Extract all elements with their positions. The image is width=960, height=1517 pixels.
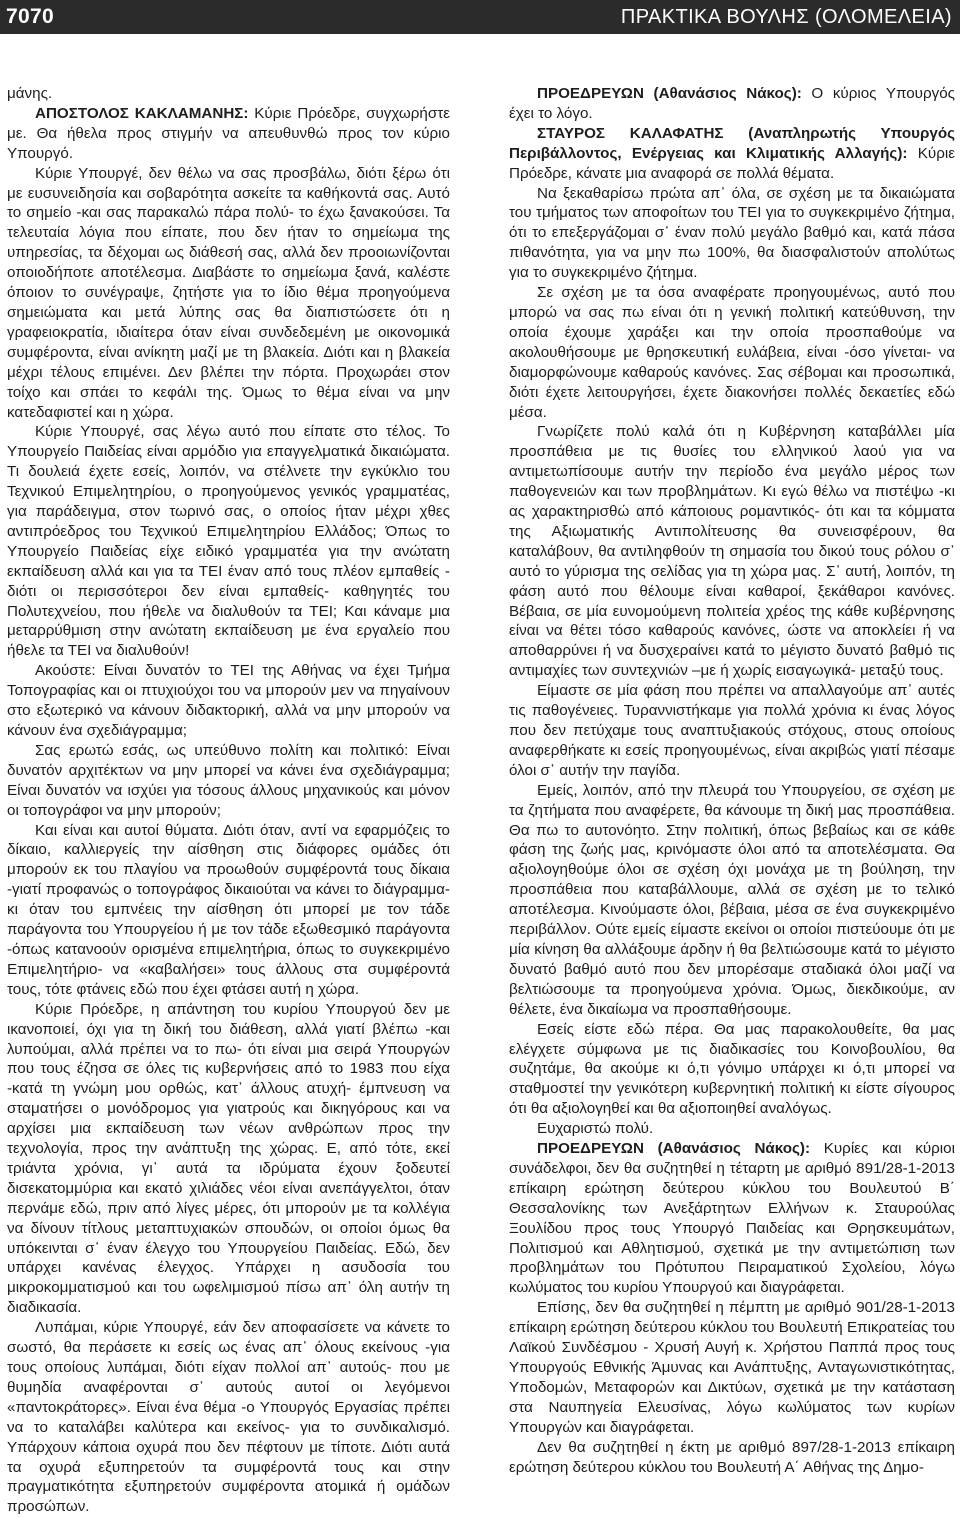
paragraph: Γνωρίζετε πολύ καλά ότι η Κυβέρνηση καταβάλλει μία προσπάθεια με τις θυσίες του ελληνικού λαού για να αντιμετωπίσουμε αυτήν την περίοδο ένα μεγάλο μέρος των παθογενειών και των προβλημάτων. Κι εγώ θέλω να πιστέψω -κι ας χαρακτηρισθώ από κάποιους ρομαντικός- ότι και τα κόμματα της Αξιωματικής Αντιπολίτευσης θα συνεισφέρουν, θα καταλάβουν, θα αντιληφθούν τη σημασία του δικού τους ρόλου σ᾽ αυτό το γύρισμα της σελίδας για τη χώρα μας. Σ᾽ αυτή, λοιπόν, τη φάση αυτό που θέλουμε είναι καθαροί, ξεκάθαροι κανόνες. Βέβαια, σε μία ευνομούμενη πολιτεία χρέος της κάθε κυβέρνησης είναι να θέτει τόσο καθαρούς κανόνες, ώστε να αποκλείει ή να αποθαρρύνει ή να δυσχεραίνει κατά το μέγιστο δυνατό βαθμό τις αντιμαχίες των συντεχνιών –με ή χωρίς εισαγωγικά- μεταξύ τους. [509, 423, 955, 680]
paragraph [7, 104, 450, 164]
right-column [509, 84, 955, 1477]
paragraph: μάνης. [7, 85, 53, 102]
speaker-name: ΠΡΟΕΔΡΕΥΩΝ (Αθανάσιος Νάκος): [537, 1140, 811, 1158]
speech-text: Κύριε Πρόεδρε, συγχωρήστε με. Θα ήθελα προς στιγμήν να απευθυνθώ προς τον κύριο Υπουργό. [7, 104, 450, 162]
running-title: ΠΡΑΚΤΙΚΑ ΒΟΥΛΗΣ (ΟΛΟΜΕΛΕΙΑ) [620, 5, 952, 28]
speaker-name: ΑΠΟΣΤΟΛΟΣ ΚΑΚΛΑΜΑΝΗΣ: [35, 104, 249, 122]
paragraph [509, 124, 955, 184]
paragraph: Σας ερωτώ εσάς, ως υπεύθυνο πολίτη και πολιτικό: Είναι δυνατόν αρχιτέκτων να μην μπορεί να κάνει ένα σχεδιάγραμμα; Είναι δυνατόν να ισχύει για τόσους άλλους μηχανικούς και μόνον οι τοπογράφοι να μην μπορούν; [7, 741, 450, 819]
paragraph: Ευχαριστώ πολύ. [537, 1120, 654, 1138]
paragraph: Σε σχέση με τα όσα αναφέρατε προηγουμένως, αυτό που μπορώ να σας πω είναι ότι η γενική πολιτική κατεύθυνση, την οποία έχουμε χαράξει και την οποία προσπαθούμε να ακολουθήσουμε με θρησκευτική ευλάβεια, είναι -όσο γίνεται- να διαμορφώνουμε καθαρούς κανόνες. Σας σέβομαι και προσωπικά, διότι έχετε λειτουργήσει, έχετε διακονήσει πολλές δεκαετίες εδώ μέσα. [509, 284, 955, 421]
paragraph [509, 84, 955, 124]
paragraph: Κύριε Πρόεδρε, η απάντηση του κυρίου Υπουργού δεν με ικανοποιεί, όχι για τη δική του διάθεση, αλλά γιατί βλέπω -και λυπούμαι, αλλά πρέπει να το πω- ότι είναι μια σειρά Υπουργών που τους έζησα σε όλες τις κυβερνήσεις από το 1983 που είχα -κατά τη γνώμη μου ορθώς, κατ᾽ άλλους ατυχή- έμπνευση να σταματήσει ο μονόδρομος για γιατρούς και δικηγόρους και να αρχίσει μια εκπαίδευση των νέων ανθρώπων προς την τεχνολογία, προς την ανάπτυξη της χώρας. Ε, από τότε, εκεί τριάντα χρόνια, γι᾽ αυτά τα ιδρύματα έχουν ξοδευτεί δισεκατομμύρια και εκατό χιλιάδες νέοι είναι ανεπάγγελτοι, όταν περνάμε εδώ, πριν από λίγες μέρες, ότι μπορούν με τα κολλέγια να δίνουν τίτλους μεταπτυχιακών σπουδών, οι οποίοι όμως θα υπόκεινται σ᾽ έναν έλεγχο του Υπουργείου Παιδείας. Εδώ, δεν υπάρχει κανένας έλεγχος. Υπάρχει η ασυδοσία του μικροκομματισμού και του ωφελιμισμού πίσω απ᾽ όλη αυτήν τη διαδικασία. [7, 1000, 450, 1317]
paragraph [509, 1139, 955, 1298]
paragraph: Εμείς, λοιπόν, από την πλευρά του Υπουργείου, σε σχέση με τα ζητήματα που αναφέρετε, θα κάνουμε τη δική μας προσπάθεια. Θα πω το αυτονόητο. Στην πολιτική, όπως βεβαίως και σε κάθε φάση της ζωής μας, κρινόμαστε όλοι από τα αποτελέσματα. Θα αξιολογηθούμε όλοι σε σχέση όχι μονάχα με τη βούληση, την προσπάθεια που καταβάλλουμε, αλλά σε σχέση με το τελικό αποτέλεσμα. Κινούμαστε όλοι, βέβαια, μέσα σε ένα συγκεκριμένο περιβάλλον. Ούτε εμείς είμαστε εκείνοι οι οποίοι πιστεύουμε ότι με μία κίνηση θα αλλάξουμε άρδην ή θα βελτιώσουμε κατά το μέγιστο δυνατό βαθμό αυτό που δεν μπορέσαμε σταδιακά όλοι μαζί να βελτιώσουμε τα προηγούμενα χρόνια. Όμως, διεκδικούμε, αν θέλετε, ένα δικαίωμα να προσπαθήσουμε. [509, 781, 955, 1018]
paragraph: Ακούστε: Είναι δυνατόν το ΤΕΙ της Αθήνας να έχει Τμήμα Τοπογραφίας και οι πτυχιούχοι του να μπορούν μεν να πηγαίνουν στο εξωτερικό να κάνουν διδακτορική, αλλά να μην μπορούν να κάνουν ένα σχεδιάγραμμα; [7, 662, 450, 739]
paragraph: Κύριε Υπουργέ, δεν θέλω να σας προσβάλω, διότι ξέρω ότι με ευσυνειδησία και σοβαρότητα ασκείτε τα καθήκοντά σας. Αυτό το σημείο -και σας παρακαλώ πάρα πολύ- το έχω ξανακούσει. Τα τελευταία λόγια που είπατε, που δεν ήταν το σημείωμα της υπηρεσίας, τα δέχομαι ως διάθεσή σας, αλλά δεν προοιωνίζονται οποιοδήποτε αποτέλεσμα. Διαβάστε το σημείωμα ξανά, καλέστε όποιον το συνέγραψε, ζητήστε για το ίδιο θέμα προηγούμενα σημειώματα και μετά λύπης σας θα διαπιστώσετε ότι η γραφειοκρατία, ιδιαίτερα όταν είναι συνδεδεμένη με οικονομικά συμφέροντα, είναι ανίκητη μαζί με τη βλακεία. Διότι και η βλακεία μέχρι τέλους επιμένει. Δεν βλέπει την πόρτα. Προχωράει στον τοίχο και σπάει το κεφάλι της. Όμως το θέμα είναι να μην κατεδαφιστεί και η χώρα. [7, 164, 450, 421]
speaker-name: ΣΤΑΥΡΟΣ ΚΑΛΑΦΑΤΗΣ (Αναπληρωτής Υπουργός Περιβάλλοντος, Ενέργειας και Κλιματικής Αλλαγής): [509, 124, 955, 162]
page-number: 7070 [6, 5, 54, 28]
paragraph: Επίσης, δεν θα συζητηθεί η πέμπτη με αριθμό 901/28-1-2013 επίκαιρη ερώτηση δεύτερου κύκλου του Βουλευτή Επικρατείας του Λαϊκού Συνδέσμου - Χρυσή Αυγή κ. Χρήστου Παππά προς τους Υπουργούς Εθνικής Άμυνας και Ανάπτυξης, Ανταγωνιστικότητας, Υποδομών, Μεταφορών και Δικτύων, σχετικά με την κατάσταση στα Ναυπηγεία Ελευσίνας, λόγω κωλύματος των κυρίων Υπουργών και διαγράφεται. [509, 1299, 955, 1436]
running-header [0, 0, 960, 34]
paragraph: Δεν θα συζητηθεί η έκτη με αριθμό 897/28-1-2013 επίκαιρη ερώτηση δεύτερου κύκλου του Βουλευτή Α΄ Αθήνας της Δημο- [509, 1438, 955, 1476]
paragraph: Να ξεκαθαρίσω πρώτα απ᾽ όλα, σε σχέση με τα δικαιώματα του τμήματος των αποφοίτων του ΤΕΙ για το συγκεκριμένο ζήτημα, ότι το επεξεργάζομαι σ᾽ έναν πολύ μεγάλο βαθμό και, κατά πάσα πιθανότητα, για να μην πω 100%, θα διασφαλιστούν απολύτως για το συγκεκριμένο ζήτημα. [509, 184, 955, 282]
speech-text: Κύριε Πρόεδρε, κάνατε μια αναφορά σε πολλά θέματα. [509, 144, 955, 182]
speech-text: Κυρίες και κύριοι συνάδελφοι, δεν θα συζητηθεί η τέταρτη με αριθμό 891/28-1-2013 επίκαιρη ερώτηση δεύτερου κύκλου του Βουλευτού Β΄ Θεσσαλονίκης των Ανεξάρτητων Ελλήνων κ. Σταυρούλας Ξουλίδου προς τους Υπουργό Παιδείας και Θρησκευμάτων, Πολιτισμού και Αθλητισμού, σχετικά με την αντιμετώπιση των προβλημάτων του Πρότυπου Πειραματικού Σχολείου, λόγω κωλύματος του κυρίου Υπουργού και διαγράφεται. [509, 1140, 955, 1297]
speech-text: Ο κύριος Υπουργός έχει το λόγο. [509, 85, 955, 122]
paragraph: Είμαστε σε μία φάση που πρέπει να απαλλαγούμε απ᾽ αυτές τις παθογένειες. Τυραννιστήκαμε για πολλά χρόνια κι ένας λόγος που δεν πετύχαμε τους αναπτυξιακούς στόχους, στους οποίους αναφερθήκατε κι εσείς προηγουμένως, είναι ακριβώς γιατί πέσαμε όλοι σ᾽ αυτήν την παγίδα. [509, 682, 955, 779]
speaker-name: ΠΡΟΕΔΡΕΥΩΝ (Αθανάσιος Νάκος): [537, 85, 802, 102]
paragraph: Εσείς είστε εδώ πέρα. Θα μας παρακολουθείτε, θα μας ελέγχετε σύμφωνα με τις διαδικασίες του Κοινοβουλίου, θα συζητάμε, θα ακούμε κι ό,τι γόνιμο υπάρχει κι ό,τι μπορεί να σταθμοστεί την γενικότερη κυβερνητική πολιτική κι είστε σίγουρος ότι θα αξιολογηθεί και θα αξιοποιηθεί αναλόγως. [509, 1020, 955, 1118]
left-column [7, 84, 450, 1517]
paragraph: Λυπάμαι, κύριε Υπουργέ, εάν δεν αποφασίσετε να κάνετε το σωστό, θα περάσετε κι εσείς ως ένας απ᾽ όλους εκείνους -για τους οποίους λυπάμαι, διότι είχαν πολλοί απ᾽ αυτούς- που με θυμηδία αναφέρονται σ᾽ αυτούς αυτοί οι λεγόμενοι «παντοκράτορες». Είναι ένα θέμα -ο Υπουργός Εργασίας πρέπει να το καταλάβει καλύτερα και εκείνος- για το συνδικαλισμό. Υπάρχουν κάποια οχυρά που δεν πέφτουν με τίποτε. Διότι αυτά τα οχυρά εξυπηρετούν τα συμφέροντά τους και στην πραγματικότητα εξυπηρετούν συμφέροντα ατομικά ή ομάδων προσώπων. [7, 1319, 450, 1516]
paragraph: Κύριε Υπουργέ, σας λέγω αυτό που είπατε στο τέλος. Το Υπουργείο Παιδείας είναι αρμόδιο για επαγγελματικά δικαιώματα. Τι δουλειά έχετε εσείς, λοιπόν, να στέλνετε την εγκύκλιο του Τεχνικού Επιμελητηρίου, ο προηγούμενος γενικός γραμματέας, για παράδειγμα, στον τωρινό σας, ο οποίος ήταν μέχρι χθες αντιπρόεδρος του Τεχνικού Επιμελητηρίου Ελλάδος; Όπως το Υπουργείο Παιδείας είχε ειδικό γραμματέα για την ανώτατη εκπαίδευση αλλά και για τα ΤΕΙ έναν από τους πλέον εμπαθείς - διότι οι περισσότεροι δεν είναι εμπαθείς- καθηγητές του Πολυτεχνείου, που ήθελε να διαλυθούν τα ΤΕΙ; Και κάναμε μια μεταρρύθμιση στην ανώτατη εκπαίδευση με ένα εργαλείο που ήθελε τα ΤΕΙ να διαλυθούν! [7, 423, 450, 660]
paragraph: Και είναι και αυτοί θύματα. Διότι όταν, αντί να εφαρμόζεις το δίκαιο, καλλιεργείς την αίσθηση στις διάφορες ομάδες ότι μπορούν εκ του πλαγίου να προωθούν συμφέροντά τους δίκαια -γιατί προφανώς ο τοπογράφος δικαιούται να κάνει το διάγραμμα- κι όταν του εμπνέεις την αίσθηση ότι μπορεί με τον τάδε παράγοντα του Υπουργείου ή με τον τάδε εξωθεσμικό παράγοντα -όπως κατανοούν ορισμένα επιμελητήρια, όπως το συγκεκριμένο Επιμελητήριο- να «καβαλήσει» τους άλλους στα συμφέροντά τους, τότε φτάνεις εδώ που έχει φτάσει αυτή η χώρα. [7, 821, 450, 998]
